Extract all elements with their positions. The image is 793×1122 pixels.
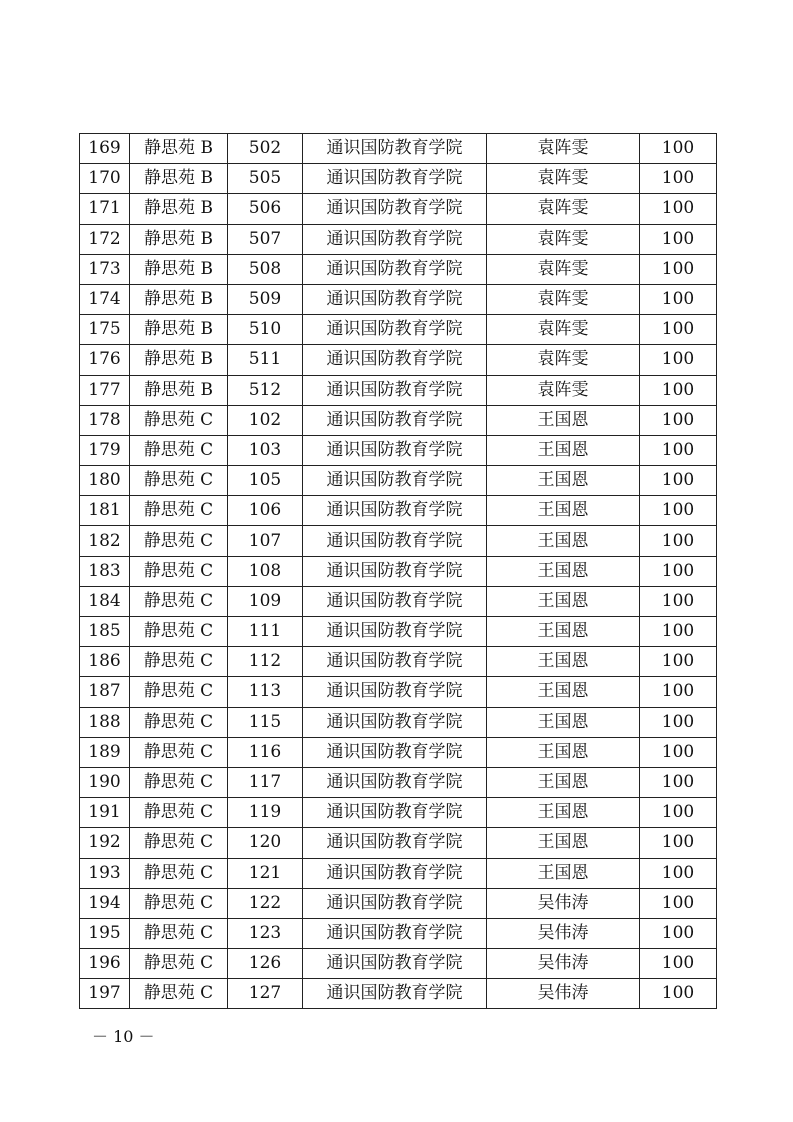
row-number-cell: 183	[80, 556, 130, 586]
unit-cell: 通识国防教育学院	[303, 586, 487, 616]
row-number-cell: 194	[80, 888, 130, 918]
table-row	[80, 918, 717, 948]
table-row	[80, 707, 717, 737]
table-row	[80, 798, 717, 828]
person-cell: 王国恩	[487, 707, 640, 737]
person-cell: 袁阵雯	[487, 345, 640, 375]
person-cell: 王国恩	[487, 405, 640, 435]
score-cell: 100	[640, 254, 717, 284]
table-row	[80, 979, 717, 1009]
building-cell: 静思苑 B	[130, 254, 228, 284]
score-cell: 100	[640, 496, 717, 526]
row-number-cell: 184	[80, 586, 130, 616]
table-row	[80, 828, 717, 858]
building-cell: 静思苑 C	[130, 435, 228, 465]
room-cell: 505	[228, 164, 303, 194]
table-row	[80, 254, 717, 284]
unit-cell: 通识国防教育学院	[303, 164, 487, 194]
row-number-cell: 190	[80, 767, 130, 797]
table-row	[80, 526, 717, 556]
unit-cell: 通识国防教育学院	[303, 345, 487, 375]
score-cell: 100	[640, 556, 717, 586]
room-cell: 127	[228, 979, 303, 1009]
room-cell: 512	[228, 375, 303, 405]
person-cell: 王国恩	[487, 767, 640, 797]
room-cell: 511	[228, 345, 303, 375]
table-row	[80, 466, 717, 496]
unit-cell: 通识国防教育学院	[303, 496, 487, 526]
building-cell: 静思苑 C	[130, 828, 228, 858]
building-cell: 静思苑 C	[130, 647, 228, 677]
building-cell: 静思苑 C	[130, 858, 228, 888]
row-number-cell: 187	[80, 677, 130, 707]
score-cell: 100	[640, 134, 717, 164]
unit-cell: 通识国防教育学院	[303, 828, 487, 858]
person-cell: 王国恩	[487, 466, 640, 496]
row-number-cell: 174	[80, 284, 130, 314]
room-cell: 103	[228, 435, 303, 465]
table-row	[80, 496, 717, 526]
unit-cell: 通识国防教育学院	[303, 315, 487, 345]
unit-cell: 通识国防教育学院	[303, 466, 487, 496]
person-cell: 王国恩	[487, 586, 640, 616]
room-cell: 126	[228, 949, 303, 979]
person-cell: 王国恩	[487, 647, 640, 677]
table-row	[80, 767, 717, 797]
score-cell: 100	[640, 466, 717, 496]
unit-cell: 通识国防教育学院	[303, 556, 487, 586]
building-cell: 静思苑 C	[130, 888, 228, 918]
row-number-cell: 185	[80, 617, 130, 647]
row-number-cell: 193	[80, 858, 130, 888]
room-cell: 113	[228, 677, 303, 707]
table-row	[80, 949, 717, 979]
score-cell: 100	[640, 435, 717, 465]
table-row	[80, 164, 717, 194]
table-row	[80, 435, 717, 465]
table-row	[80, 345, 717, 375]
unit-cell: 通识国防教育学院	[303, 677, 487, 707]
building-cell: 静思苑 C	[130, 496, 228, 526]
building-cell: 静思苑 C	[130, 737, 228, 767]
room-cell: 123	[228, 918, 303, 948]
room-cell: 508	[228, 254, 303, 284]
table-row	[80, 617, 717, 647]
unit-cell: 通识国防教育学院	[303, 435, 487, 465]
row-number-cell: 175	[80, 315, 130, 345]
person-cell: 袁阵雯	[487, 224, 640, 254]
score-cell: 100	[640, 737, 717, 767]
row-number-cell: 182	[80, 526, 130, 556]
person-cell: 袁阵雯	[487, 284, 640, 314]
building-cell: 静思苑 C	[130, 526, 228, 556]
table-row	[80, 134, 717, 164]
row-number-cell: 170	[80, 164, 130, 194]
person-cell: 吴伟涛	[487, 888, 640, 918]
table-row	[80, 737, 717, 767]
score-cell: 100	[640, 194, 717, 224]
building-cell: 静思苑 C	[130, 466, 228, 496]
room-cell: 109	[228, 586, 303, 616]
score-cell: 100	[640, 315, 717, 345]
building-cell: 静思苑 C	[130, 405, 228, 435]
table-row	[80, 677, 717, 707]
row-number-cell: 192	[80, 828, 130, 858]
room-cell: 121	[228, 858, 303, 888]
building-cell: 静思苑 B	[130, 375, 228, 405]
person-cell: 王国恩	[487, 737, 640, 767]
row-number-cell: 197	[80, 979, 130, 1009]
table-row	[80, 375, 717, 405]
score-cell: 100	[640, 586, 717, 616]
room-cell: 102	[228, 405, 303, 435]
unit-cell: 通识国防教育学院	[303, 737, 487, 767]
score-cell: 100	[640, 405, 717, 435]
row-number-cell: 179	[80, 435, 130, 465]
room-cell: 116	[228, 737, 303, 767]
person-cell: 王国恩	[487, 617, 640, 647]
unit-cell: 通识国防教育学院	[303, 194, 487, 224]
row-number-cell: 188	[80, 707, 130, 737]
building-cell: 静思苑 B	[130, 224, 228, 254]
room-cell: 111	[228, 617, 303, 647]
unit-cell: 通识国防教育学院	[303, 375, 487, 405]
records-table-body	[80, 134, 717, 1009]
row-number-cell: 171	[80, 194, 130, 224]
building-cell: 静思苑 B	[130, 194, 228, 224]
table-row	[80, 405, 717, 435]
unit-cell: 通识国防教育学院	[303, 888, 487, 918]
table-row	[80, 315, 717, 345]
row-number-cell: 172	[80, 224, 130, 254]
building-cell: 静思苑 C	[130, 556, 228, 586]
row-number-cell: 177	[80, 375, 130, 405]
row-number-cell: 173	[80, 254, 130, 284]
unit-cell: 通识国防教育学院	[303, 134, 487, 164]
score-cell: 100	[640, 858, 717, 888]
unit-cell: 通识国防教育学院	[303, 858, 487, 888]
room-cell: 507	[228, 224, 303, 254]
score-cell: 100	[640, 888, 717, 918]
building-cell: 静思苑 B	[130, 315, 228, 345]
person-cell: 袁阵雯	[487, 254, 640, 284]
room-cell: 117	[228, 767, 303, 797]
score-cell: 100	[640, 949, 717, 979]
person-cell: 袁阵雯	[487, 375, 640, 405]
row-number-cell: 196	[80, 949, 130, 979]
person-cell: 王国恩	[487, 798, 640, 828]
unit-cell: 通识国防教育学院	[303, 617, 487, 647]
table-row	[80, 556, 717, 586]
table-row	[80, 858, 717, 888]
unit-cell: 通识国防教育学院	[303, 284, 487, 314]
score-cell: 100	[640, 767, 717, 797]
building-cell: 静思苑 B	[130, 164, 228, 194]
score-cell: 100	[640, 617, 717, 647]
row-number-cell: 176	[80, 345, 130, 375]
table-row	[80, 224, 717, 254]
row-number-cell: 191	[80, 798, 130, 828]
person-cell: 袁阵雯	[487, 164, 640, 194]
room-cell: 105	[228, 466, 303, 496]
score-cell: 100	[640, 707, 717, 737]
person-cell: 吴伟涛	[487, 949, 640, 979]
person-cell: 吴伟涛	[487, 918, 640, 948]
table-row	[80, 888, 717, 918]
score-cell: 100	[640, 375, 717, 405]
person-cell: 袁阵雯	[487, 134, 640, 164]
building-cell: 静思苑 C	[130, 617, 228, 647]
score-cell: 100	[640, 979, 717, 1009]
unit-cell: 通识国防教育学院	[303, 979, 487, 1009]
person-cell: 吴伟涛	[487, 979, 640, 1009]
room-cell: 510	[228, 315, 303, 345]
unit-cell: 通识国防教育学院	[303, 254, 487, 284]
unit-cell: 通识国防教育学院	[303, 707, 487, 737]
building-cell: 静思苑 C	[130, 918, 228, 948]
score-cell: 100	[640, 526, 717, 556]
score-cell: 100	[640, 345, 717, 375]
room-cell: 112	[228, 647, 303, 677]
building-cell: 静思苑 C	[130, 677, 228, 707]
score-cell: 100	[640, 224, 717, 254]
room-cell: 115	[228, 707, 303, 737]
room-cell: 502	[228, 134, 303, 164]
building-cell: 静思苑 C	[130, 949, 228, 979]
table-row	[80, 284, 717, 314]
room-cell: 108	[228, 556, 303, 586]
row-number-cell: 178	[80, 405, 130, 435]
unit-cell: 通识国防教育学院	[303, 647, 487, 677]
score-cell: 100	[640, 164, 717, 194]
building-cell: 静思苑 B	[130, 345, 228, 375]
unit-cell: 通识国防教育学院	[303, 526, 487, 556]
score-cell: 100	[640, 828, 717, 858]
unit-cell: 通识国防教育学院	[303, 949, 487, 979]
score-cell: 100	[640, 677, 717, 707]
records-table	[79, 133, 717, 1009]
person-cell: 王国恩	[487, 556, 640, 586]
page-number: － 10 －	[92, 1027, 155, 1046]
building-cell: 静思苑 C	[130, 798, 228, 828]
unit-cell: 通识国防教育学院	[303, 224, 487, 254]
person-cell: 王国恩	[487, 677, 640, 707]
building-cell: 静思苑 B	[130, 284, 228, 314]
table-row	[80, 647, 717, 677]
room-cell: 122	[228, 888, 303, 918]
score-cell: 100	[640, 798, 717, 828]
score-cell: 100	[640, 284, 717, 314]
person-cell: 王国恩	[487, 496, 640, 526]
room-cell: 119	[228, 798, 303, 828]
person-cell: 袁阵雯	[487, 315, 640, 345]
person-cell: 袁阵雯	[487, 194, 640, 224]
row-number-cell: 189	[80, 737, 130, 767]
score-cell: 100	[640, 918, 717, 948]
row-number-cell: 186	[80, 647, 130, 677]
unit-cell: 通识国防教育学院	[303, 405, 487, 435]
table-row	[80, 194, 717, 224]
unit-cell: 通识国防教育学院	[303, 798, 487, 828]
row-number-cell: 169	[80, 134, 130, 164]
building-cell: 静思苑 C	[130, 767, 228, 797]
room-cell: 120	[228, 828, 303, 858]
person-cell: 王国恩	[487, 526, 640, 556]
table-row	[80, 586, 717, 616]
person-cell: 王国恩	[487, 828, 640, 858]
unit-cell: 通识国防教育学院	[303, 918, 487, 948]
person-cell: 王国恩	[487, 435, 640, 465]
records-sheet	[79, 133, 716, 1009]
room-cell: 509	[228, 284, 303, 314]
row-number-cell: 181	[80, 496, 130, 526]
row-number-cell: 195	[80, 918, 130, 948]
building-cell: 静思苑 B	[130, 134, 228, 164]
score-cell: 100	[640, 647, 717, 677]
person-cell: 王国恩	[487, 858, 640, 888]
building-cell: 静思苑 C	[130, 979, 228, 1009]
unit-cell: 通识国防教育学院	[303, 767, 487, 797]
row-number-cell: 180	[80, 466, 130, 496]
room-cell: 107	[228, 526, 303, 556]
building-cell: 静思苑 C	[130, 586, 228, 616]
room-cell: 106	[228, 496, 303, 526]
room-cell: 506	[228, 194, 303, 224]
building-cell: 静思苑 C	[130, 707, 228, 737]
